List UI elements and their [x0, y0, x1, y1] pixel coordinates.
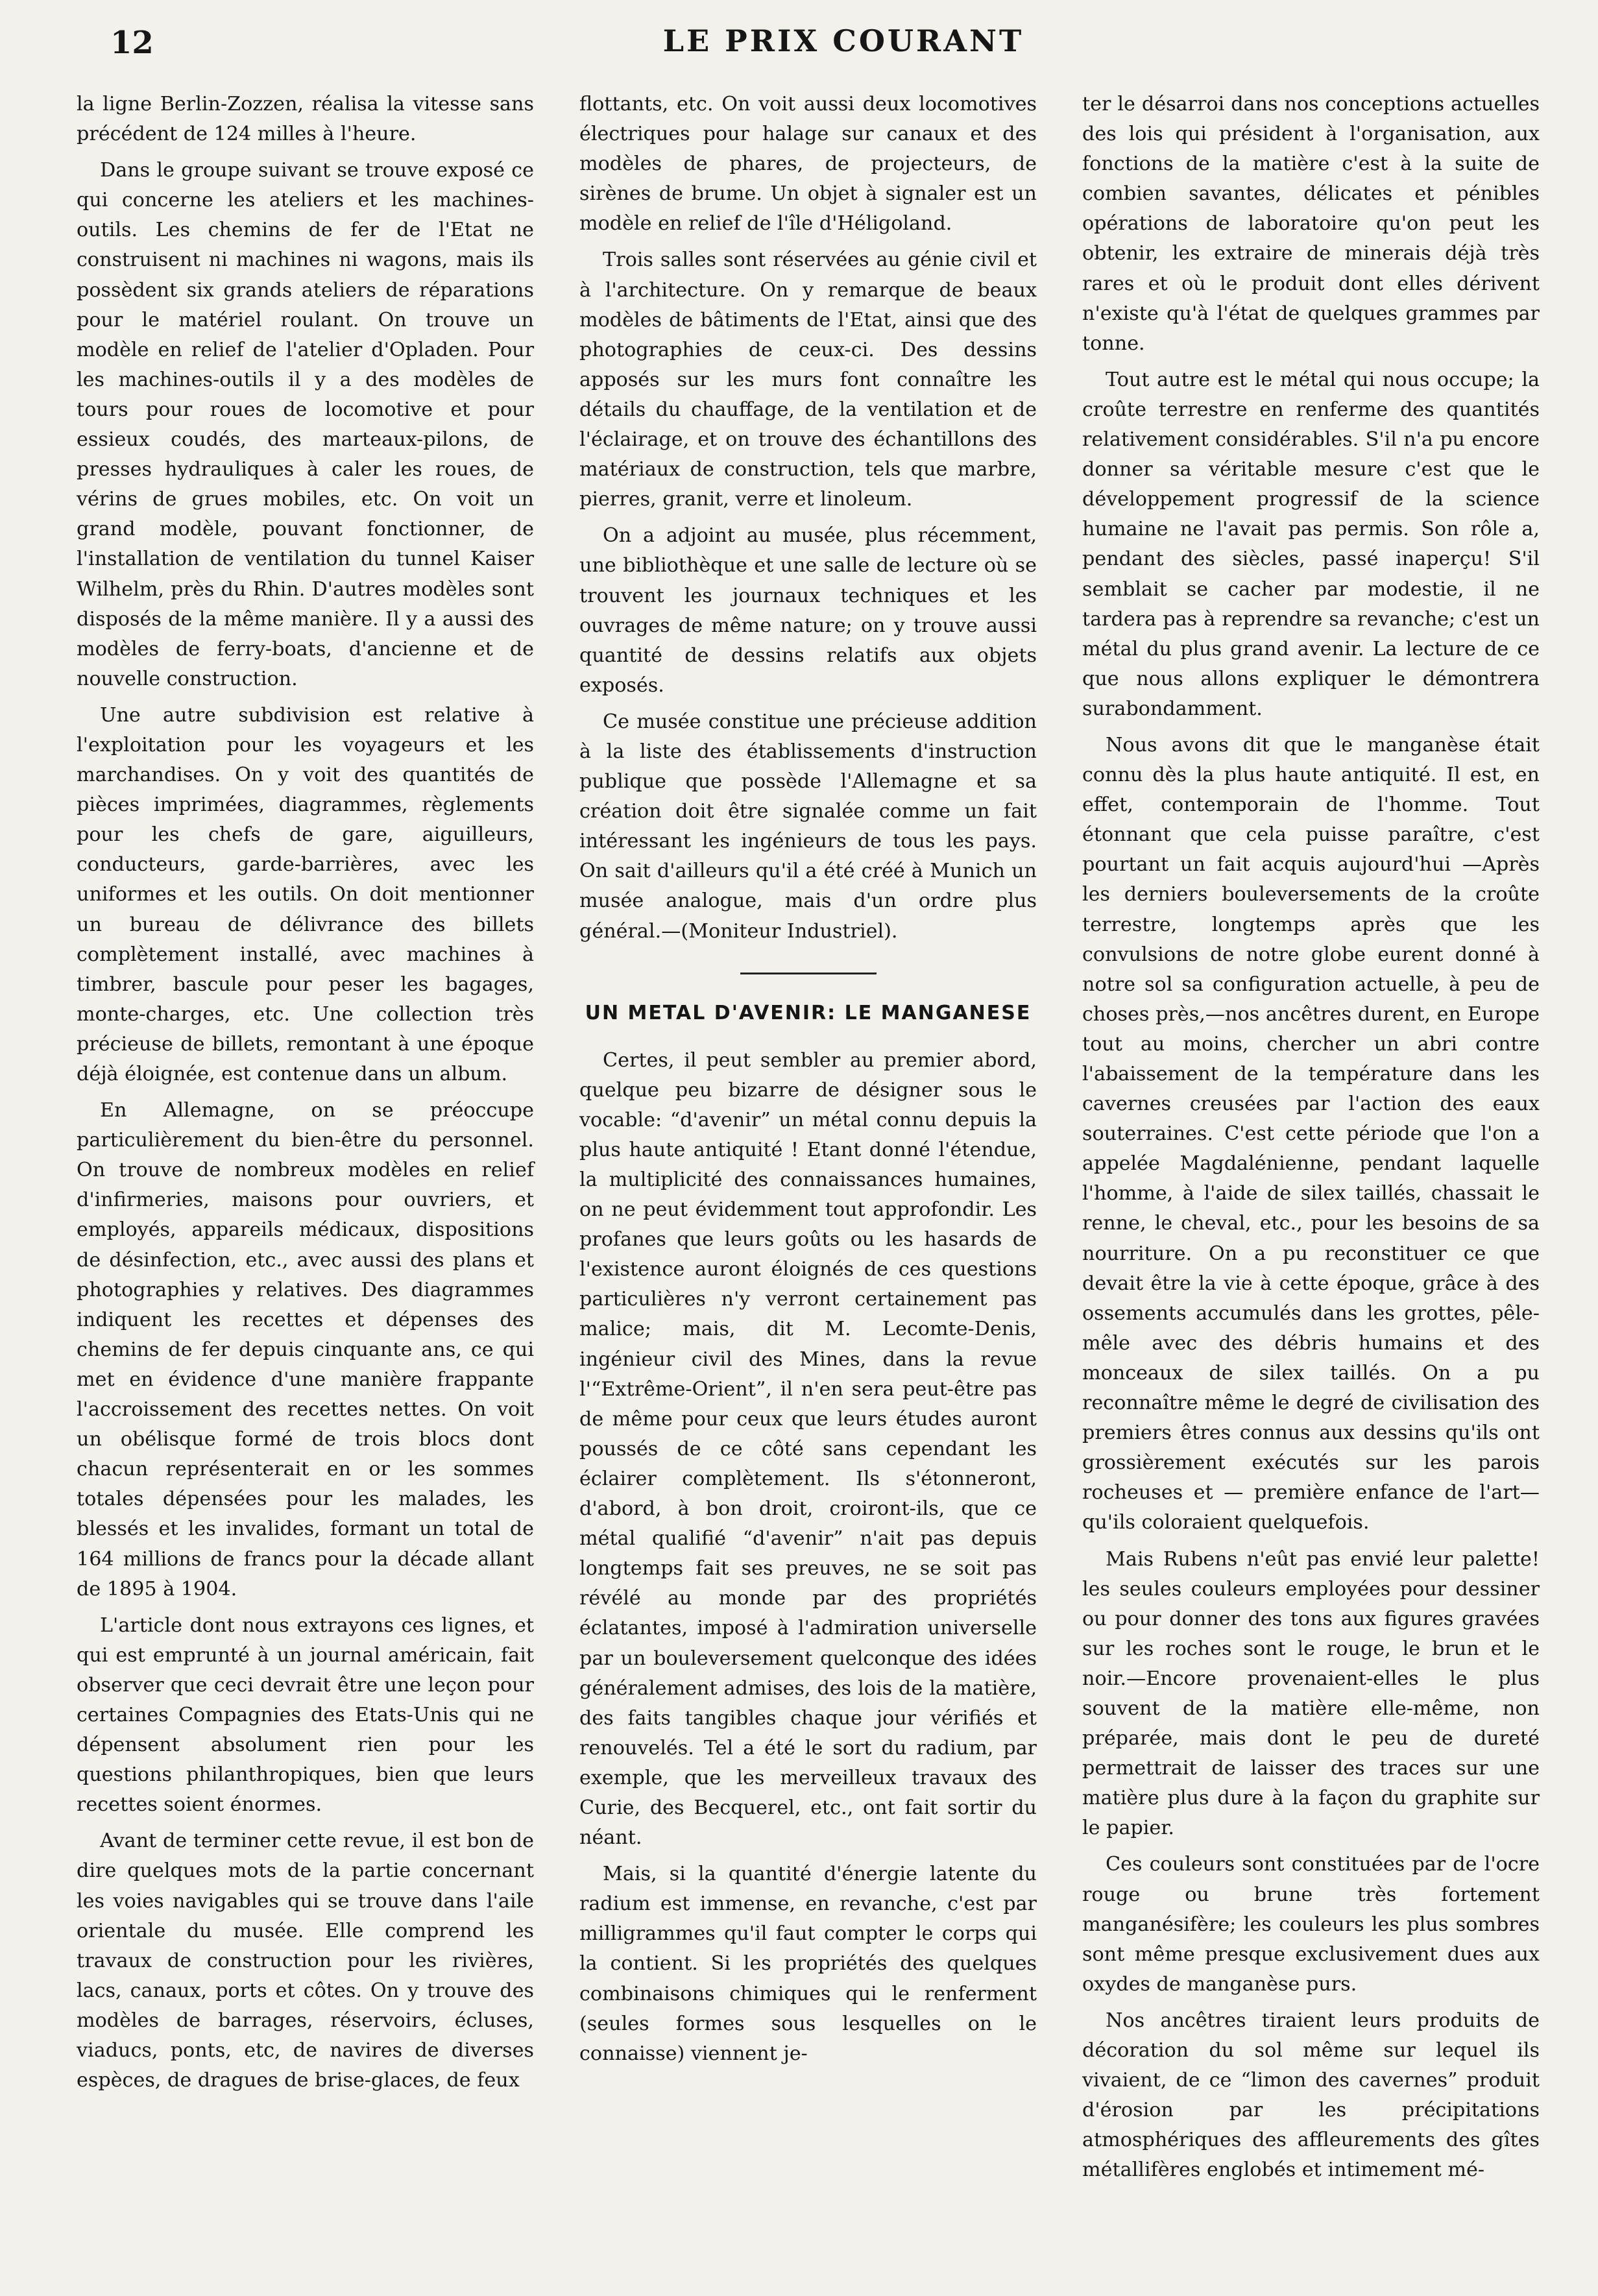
paragraph: Nos ancêtres tiraient leurs produits de décoration du sol même sur lequel ils vivaient, de ce “limon des cavernes” produit d'érosion par les précipitations atmosphériques des affleurements des gîtes métallifères englobés et intimement mé- [1082, 2009, 1540, 2182]
paragraph: Trois salles sont réservées au génie civil et à l'architecture. On y remarque de beaux modèles de bâtiments de l'Etat, ainsi que des photographies de ceux-ci. Des dessins apposés sur les murs font connaître les détails du chauffage, de la ventilation et de l'éclairage, et on trouve des échantillons des matériaux de construction, tels que marbre, pierres, granit, verre et linoleum. [579, 248, 1037, 511]
paragraph: Ce musée constitue une précieuse addition à la liste des établissements d'instruction publique que possède l'Allemagne et sa création doit être signalée comme un fait intéressant les ingénieurs de tous les pays. On sait d'ailleurs qu'il a été créé à Munich un musée analogue, mais d'un ordre plus général.—(Moniteur Industriel). [579, 710, 1037, 943]
paragraph: Mais Rubens n'eût pas envié leur palette! les seules couleurs employées pour dessiner ou pour donner des tons aux figures gravées sur les roches sont le rouge, le brun et le noir.—Encore provenaient-elles le plus souvent de la matière elle-même, non préparée, mais dont le peu de dureté permettrait de laisser des traces sur une matière plus dure à la façon du graphite sur le papier. [1082, 1547, 1540, 1840]
paragraph: Certes, il peut sembler au premier abord, quelque peu bizarre de désigner sous le vocable: “d'avenir” un métal connu depuis la plus haute antiquité ! Etant donné l'étendue, la multiplicité des connaissances humaines, on ne peut évidemment tout approfondir. Les profanes que leurs goûts ou les hasards de l'existence auront éloignés de ces questions particulières n'y verront certainement pas malice; mais, dit M. Lecomte-Denis, ingénieur civil des Mines, dans la revue l'“Extrême-Orient”, il n'en sera peut-être pas de même pour ceux que leurs études auront poussés de ce côté sans cependant les éclairer complètement. Ils s'étonneront, d'abord, à bon droit, croiront-ils, que ce métal qualifié “d'avenir” n'ait pas depuis longtemps fait ses preuves, ne se soit pas révélé au monde par des propriétés éclatantes, imposé à l'admiration universelle par un bouleversement quelconque des idées généralement admises, des lois de la matière, des faits tangibles chaque jour vérifiés et renouvelés. Tel a été le sort du radium, par exemple, que les merveilleux travaux des Curie, des Becquerel, etc., ont fait sortir du néant. [579, 1048, 1037, 1850]
running-title: LE PRIX COURANT [662, 23, 1024, 58]
paragraph: Nous avons dit que le manganèse était connu dès la plus haute antiquité. Il est, en effet, contemporain de l'homme. Tout étonnant que cela puisse paraître, c'est pourtant un fait acquis aujourd'hui —Après les derniers bouleversements de la croûte terrestre, longtemps après que les convulsions de notre globe eurent donné à notre sol sa configuration actuelle, à peu de choses près,—nos ancêtres durent, en Europe tout au moins, chercher un abri contre l'abaissement de la température dans les cavernes creusées par l'action des eaux souterraines. C'est cette période que l'on a appelée Magdalénienne, pendant laquelle l'homme, à l'aide de silex taillés, chassait le renne, le cheval, etc., pour les besoins de sa nourriture. On a pu reconstituer ce que devait être la vie à cette époque, grâce à des ossements accumulés dans les grottes, pêle-mêle avec des débris humains et des monceaux de silex taillés. On a pu reconnaître même le degré de civilisation des premiers êtres connus aux dessins qu'ils ont grossièrement exécutés sur les parois rocheuses et — première enfance de l'art—qu'ils coloraient quelquefois. [1082, 733, 1540, 1534]
paragraph: Mais, si la quantité d'énergie latente du radium est immense, en revanche, c'est par milligrammes qu'il faut compter le corps qui la contient. Si les propriétés des quelques combinaisons chimiques qui le renferment (seules formes sous lesquelles on le connaisse) viennent je- [579, 1863, 1037, 2065]
page-header [104, 18, 1583, 70]
text-column-3 [1082, 90, 1540, 2192]
paragraph: Ces couleurs sont constituées par de l'ocre rouge ou brune très fortement manganésifère; les couleurs les plus sombres sont même presque exclusivement dues aux oxydes de manganèse purs. [1082, 1853, 1540, 1996]
paragraph: Tout autre est le métal qui nous occupe; la croûte terrestre en renferme des quantités relativement considérables. S'il n'a pu encore donner sa véritable mesure c'est que le développement progressif de la science humaine ne l'avait pas permis. Son rôle a, pendant des siècles, passé inaperçu! S'il semblait se cacher par modestie, il ne tardera pas à reprendre sa revanche; c'est un métal du plus grand avenir. La lecture de ce que nous allons expliquer le démontrera surabondamment. [1082, 368, 1540, 720]
text-column-1 [77, 90, 534, 2102]
page-number: 12 [110, 25, 154, 61]
section-divider [740, 973, 877, 974]
paragraph: On a adjoint au musée, plus récemment, une bibliothèque et une salle de lecture où se trouvent les journaux techniques et les ouvrages de même nature; on y trouve aussi quantité de dessins relatifs aux objets exposés. [579, 524, 1037, 697]
paragraph: Avant de terminer cette revue, il est bon de dire quelques mots de la partie concernant les voies navigables qui se trouve dans l'aile orientale du musée. Elle comprend les travaux de construction pour les rivières, lacs, canaux, ports et côtes. On y trouve des modèles de barrages, réservoirs, écluses, viaducs, ponts, etc, de navires de diverses espèces, de dragues de brise-glaces, de feux [77, 1830, 534, 2092]
paragraph: En Allemagne, on se préoccupe particulièrement du bien-être du personnel. On trouve de nombreux modèles en relief d'infirmeries, maisons pour ouvriers, et employés, appareils médicaux, dispositions de désinfection, etc., avec aussi des plans et photographies y relatives. Des diagrammes indiquent les recettes et dépenses des chemins de fer depuis cinquante ans, ce qui met en évidence d'une manière frappante l'accroissement des recettes nettes. On voit un obélisque formé de trois blocs dont chacun représenterait en or les sommes totales dépensées pour les malades, les blessés et les invalides, formant un total de 164 millions de francs pour la décade allant de 1895 à 1904. [77, 1099, 534, 1601]
paragraph: Dans le groupe suivant se trouve exposé ce qui concerne les ateliers et les machines-outils. Les chemins de fer de l'Etat ne construisent ni machines ni wagons, mais ils possèdent six grands ateliers de réparations pour le matériel roulant. On trouve un modèle en relief de l'atelier d'Opladen. Pour les machines-outils il y a des modèles de tours pour roues de locomotive et pour essieux coudés, des marteaux-pilons, de presses hydrauliques à caler les roues, de vérins de grues mobiles, etc. On voit un grand modèle, pouvant fonctionner, de l'installation de ventilation du tunnel Kaiser Wilhelm, près du Rhin. D'autres modèles sont disposés de la même manière. Il y a aussi des modèles de ferry-boats, d'ancienne et de nouvelle construction. [77, 159, 534, 690]
article-title: UN METAL D'AVENIR: LE MANGANESE [585, 1001, 1032, 1024]
paragraph: L'article dont nous extrayons ces lignes, et qui est emprunté à un journal américain, fait observer que ceci devrait être une leçon pour certaines Compagnies des Etats-Unis qui ne dépensent absolument rien pour les questions philanthropiques, bien que leurs recettes soient énormes. [77, 1613, 534, 1817]
paragraph: ter le désarroi dans nos conceptions actuelles des lois qui président à l'organisation, aux fonctions de la matière c'est à la suite de combien savantes, délicates et pénibles opérations de laboratoire qu'on peut les obtenir, les extraire de minerais déjà très rares et où le produit dont elles dérivent n'existe qu'à l'état de quelques grammes par tonne. [1082, 93, 1540, 355]
paragraph: Une autre subdivision est relative à l'exploitation pour les voyageurs et les marchandises. On y voit des quantités de pièces imprimées, diagrammes, règlements pour les chefs de gare, aiguilleurs, conducteurs, garde-barrières, avec les uniformes et les outils. On doit mentionner un bureau de délivrance des billets complètement installé, avec machines à timbrer, bascule pour peser les bagages, monte-charges, etc. Une collection très précieuse de billets, remontant à une époque déjà éloignée, est contenue dans un album. [77, 703, 534, 1085]
paragraph: flottants, etc. On voit aussi deux locomotives électriques pour halage sur canaux et des modèles de phares, de projecteurs, de sirènes de brume. Un objet à signaler est un modèle en relief de l'île d'Héligoland. [579, 93, 1037, 236]
paragraph: la ligne Berlin-Zozzen, réalisa la vitesse sans précédent de 124 milles à l'heure. [77, 93, 534, 146]
text-column-2 [579, 90, 1037, 2075]
